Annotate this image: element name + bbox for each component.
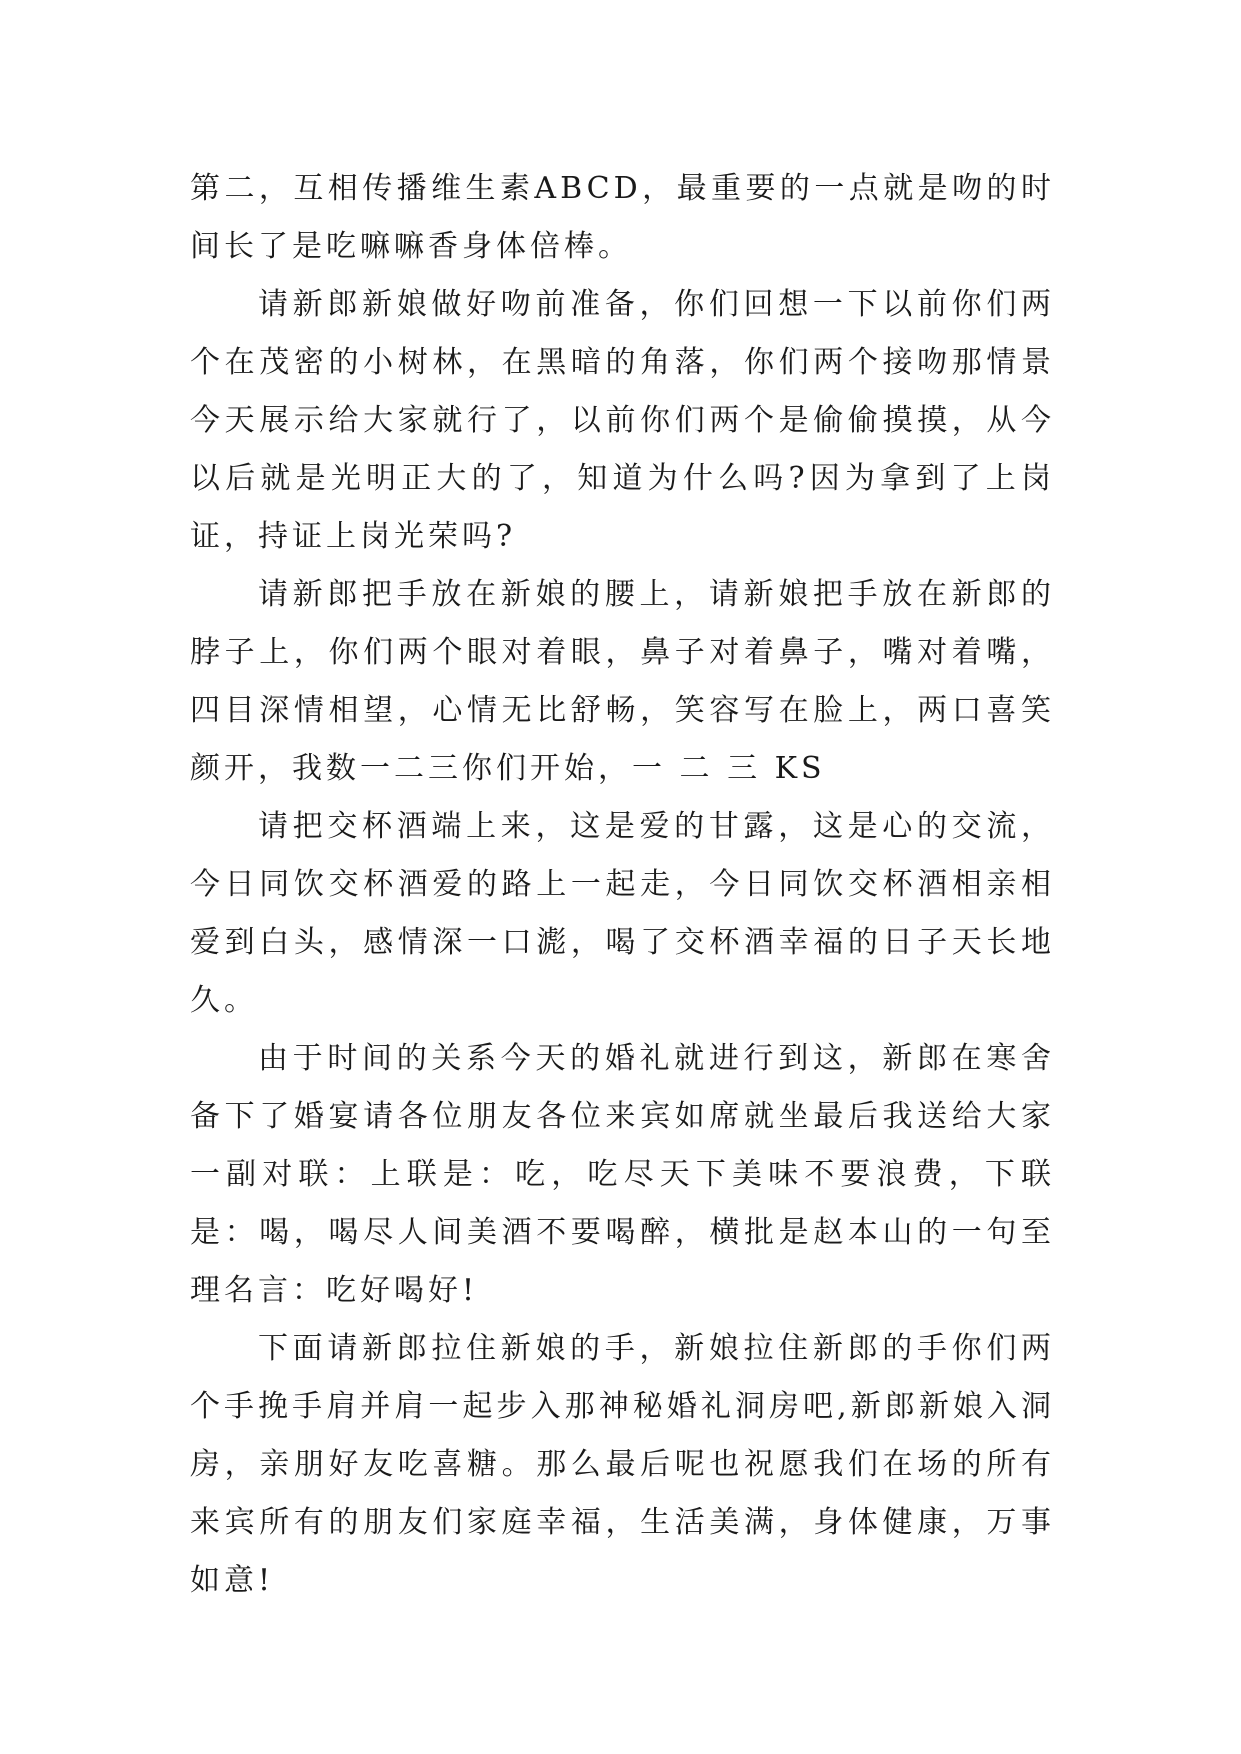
paragraph-4: 请把交杯酒端上来，这是爱的甘露，这是心的交流，今日同饮交杯酒爱的路上一起走，今日同饮交杯酒相亲相爱到白头，感情深一口滮，喝了交杯酒幸福的日子天长地久。 xyxy=(190,809,1055,1018)
paragraph-2: 请新郎新娘做好吻前准备，你们回想一下以前你们两个在茂密的小树林，在黑暗的角落，你们两个接吻那情景今天展示给大家就行了，以前你们两个是偷偷摸摸，从今以后就是光明正大的了，知道为什么吗?因为拿到了上岗证，持证上岗光荣吗? xyxy=(190,287,1055,554)
paragraph-3: 请新郎把手放在新娘的腰上，请新娘把手放在新郎的脖子上，你们两个眼对着眼，鼻子对着鼻子，嘴对着嘴，四目深情相望，心情无比舒畅，笑容写在脸上，两口喜笑颜开，我数一二三你们开始，一 二 三 KS xyxy=(190,577,1055,786)
paragraph-5: 由于时间的关系今天的婚礼就进行到这，新郎在寒舍备下了婚宴请各位朋友各位来宾如席就坐最后我送给大家一副对联：上联是：吃，吃尽天下美味不要浪费，下联是：喝，喝尽人间美酒不要喝醉，横批是赵本山的一句至理名言：吃好喝好! xyxy=(190,1041,1055,1308)
paragraph-1: 第二，互相传播维生素ABCD，最重要的一点就是吻的时间长了是吃嘛嘛香身体倍棒。 xyxy=(190,171,1055,264)
document-body xyxy=(190,160,1055,1610)
paragraph-6: 下面请新郎拉住新娘的手，新娘拉住新郎的手你们两个手挽手肩并肩一起步入那神秘婚礼洞房吧,新郎新娘入洞房，亲朋好友吃喜糖。那么最后呢也祝愿我们在场的所有来宾所有的朋友们家庭幸福，生活美满，身体健康，万事如意! xyxy=(190,1331,1055,1598)
